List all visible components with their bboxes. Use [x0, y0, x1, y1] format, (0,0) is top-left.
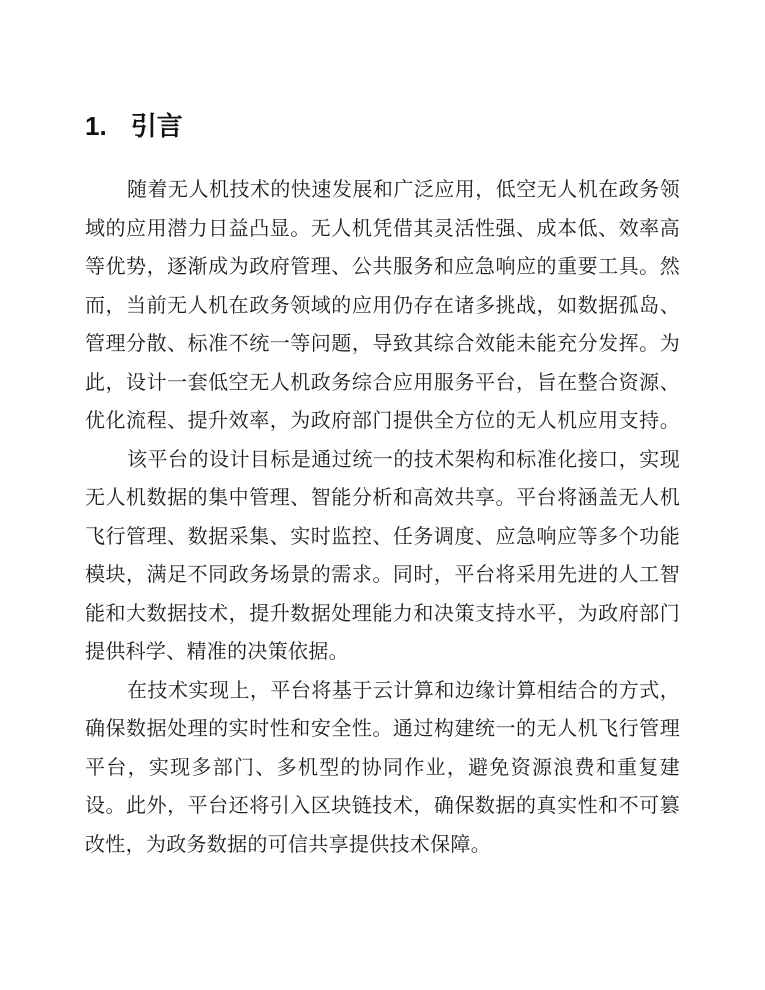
- text-line: 确保数据处理的实时性和安全性。通过构建统一的无人机飞行管理: [85, 718, 680, 740]
- text-line: 提供科学、精准的决策依据。: [85, 641, 349, 663]
- text-line: 改性，为政务数据的可信共享提供技术保障。: [85, 833, 491, 856]
- text-line: 优化流程、提升效率，为政府部门提供全方位的无人机应用支持。: [85, 410, 680, 432]
- text-line: 模块，满足不同政务场景的需求。同时，平台将采用先进的人工智: [85, 564, 680, 586]
- text-line: 平台，实现多部门、多机型的协同作业，避免资源浪费和重复建: [85, 756, 680, 779]
- text-line: 域的应用潜力日益凸显。无人机凭借其灵活性强、成本低、效率高: [85, 217, 680, 240]
- text-line: 该平台的设计目标是通过统一的技术架构和标准化接口，实现: [127, 448, 680, 471]
- text-line: 飞行管理、数据采集、实时监控、任务调度、应急响应等多个功能: [85, 525, 680, 548]
- text-line: 管理分散、标准不统一等问题，导致其综合效能未能充分发挥。为: [85, 333, 680, 355]
- text-line: 设。此外，平台还将引入区块链技术，确保数据的真实性和不可篡: [85, 795, 680, 817]
- text-line: 在技术实现上，平台将基于云计算和边缘计算相结合的方式，: [127, 679, 680, 702]
- section-heading: [85, 110, 183, 142]
- text-line: 此，设计一套低空无人机政务综合应用服务平台，旨在整合资源、: [85, 371, 680, 394]
- text-line: 能和大数据技术，提升数据处理能力和决策支持水平，为政府部门: [85, 602, 680, 625]
- text-line: 等优势，逐渐成为政府管理、公共服务和应急响应的重要工具。然: [85, 256, 680, 278]
- section-title: 引言: [130, 111, 183, 141]
- text-line: 随着无人机技术的快速发展和广泛应用，低空无人机在政务领: [127, 179, 680, 201]
- document-body: [85, 171, 680, 864]
- text-line: 无人机数据的集中管理、智能分析和高效共享。平台将涵盖无人机: [85, 487, 680, 509]
- text-line: 而，当前无人机在政务领域的应用仍存在诸多挑战，如数据孤岛、: [85, 294, 680, 317]
- section-number: 1.: [85, 111, 107, 141]
